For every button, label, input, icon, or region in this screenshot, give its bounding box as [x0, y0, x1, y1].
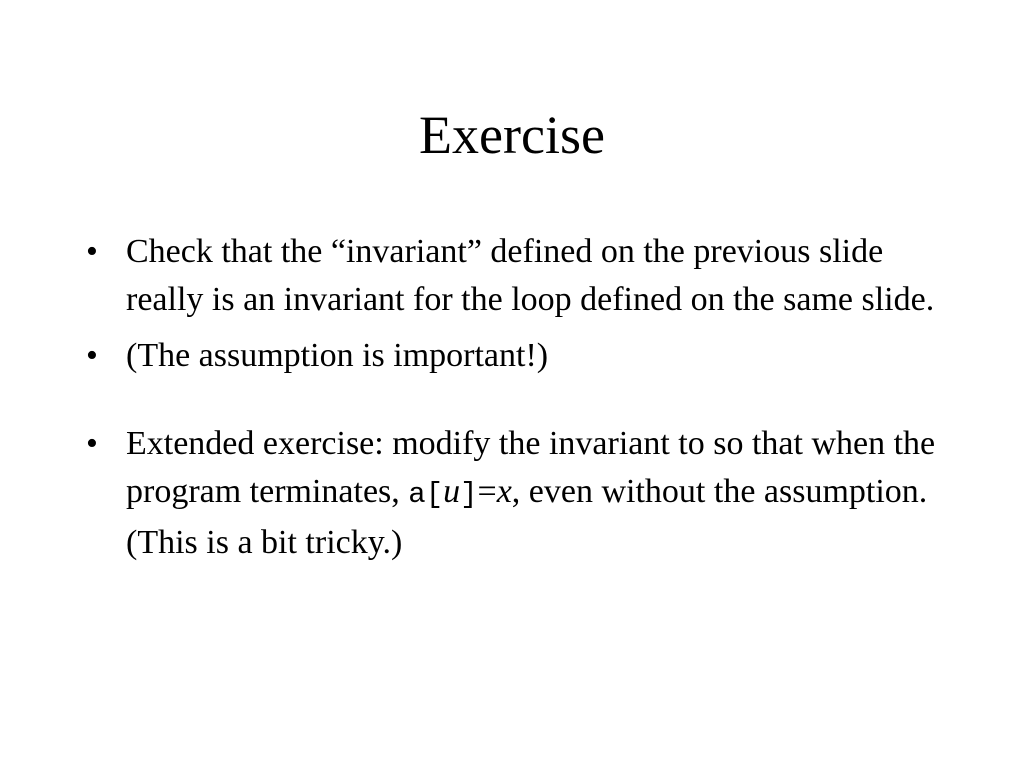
- code-close-bracket: ]: [460, 478, 478, 511]
- bullet-text: (The assumption is important!): [126, 337, 549, 374]
- bullet-icon: •: [86, 425, 98, 462]
- extended-text-before: Extended exercise: modify the invariant to so that when the program terminates,: [126, 425, 936, 510]
- bullet-text: Check that the “invariant” defined on the previous slide really is an invariant for the loop defined on the same slide.: [126, 233, 935, 318]
- variable-x: x: [496, 473, 512, 510]
- bullet-list: [0, 228, 1024, 567]
- bullet-item: [0, 332, 1024, 380]
- bullet-item: [0, 420, 1024, 567]
- code-array: a[: [408, 478, 444, 511]
- bullet-icon: •: [86, 233, 98, 270]
- bullet-text-extended: [126, 420, 946, 567]
- equals-sign: =: [477, 473, 497, 510]
- bullet-item: [0, 228, 1024, 324]
- slide-title: Exercise: [419, 105, 605, 165]
- bullet-icon: •: [86, 337, 98, 374]
- variable-u: u: [443, 473, 461, 510]
- extended-text-after: , even without the assumption. (This is a bit tricky.): [126, 473, 928, 561]
